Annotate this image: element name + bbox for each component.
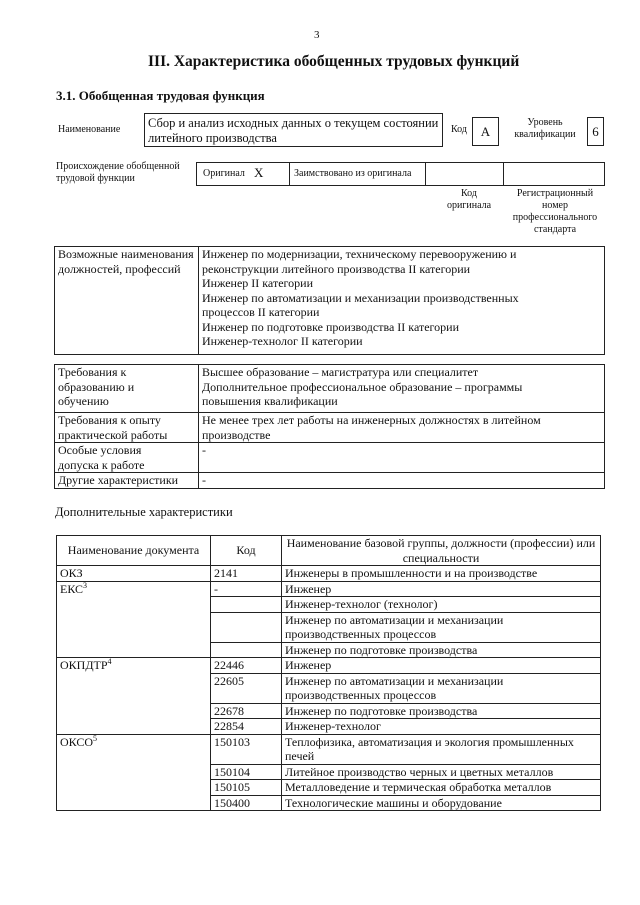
name-cell: Литейное производство черных и цветных металлов [282,764,601,780]
requirement-label [55,413,199,443]
footnote-mark: 4 [107,657,112,666]
requirement-label-line: допуска к работе [58,457,145,472]
requirement-value-line: - [202,473,206,487]
origin-divider-1 [289,163,290,185]
code-cell: - [211,581,282,597]
requirement-value [199,365,605,413]
requirement-value-line: производстве [202,427,271,442]
document-name [57,734,211,811]
name-cell: Инженер по подготовке производства [282,703,601,719]
table-row [57,581,601,597]
level-value: 6 [592,124,599,139]
positions-label: Возможные наименования должностей, профессий [55,247,199,355]
document-name-text: ОКСО [60,734,94,749]
origin-table [196,162,605,186]
page-number: 3 [314,29,320,41]
name-cell: Технологические машины и оборудование [282,795,601,811]
requirement-value [199,443,605,473]
original-mark: X [254,165,264,180]
code-original-label [440,188,498,212]
table-row [57,658,601,674]
position-line: Инженер-технолог II категории [202,334,363,348]
requirement-value-line: - [202,443,206,457]
function-name: Сбор и анализ исходных данных о текущем состоянии литейного производства [148,116,439,145]
document-name [57,658,211,735]
requirements-table [54,364,605,489]
name-cell: Инженер [282,581,601,597]
code-cell [211,642,282,658]
requirement-label-line: практической работы [58,427,168,442]
document-name [57,581,211,658]
code-value-box [472,117,499,146]
requirement-value [199,413,605,443]
requirement-value-line: повышения квалификации [202,394,338,408]
column-header: Наименование базовой группы, должности (профессии) или специальности [282,536,601,566]
code-cell: 150105 [211,780,282,796]
name-cell: Инженер-технолог (технолог) [282,597,601,613]
requirement-value-line: Дополнительное профессиональное образование – программы [202,379,523,394]
origin-label [56,161,196,185]
footnote-mark: 3 [83,580,88,590]
name-cell: Инженер по автоматизации и механизации производственных процессов [282,673,601,703]
code-cell [211,612,282,642]
requirement-label-line: Особые условия [58,443,142,457]
name-label: Наименование [58,124,121,135]
requirement-row [55,443,605,473]
requirement-value-line: Не менее трех лет работы на инженерных должностях в литейном [202,413,541,427]
requirement-label-line: обучению [58,394,109,408]
requirement-row [55,365,605,413]
document-name-text: ОКПДТР [60,658,108,672]
position-line: Инженер по модернизации, техническому перевооружению и [202,247,517,261]
requirement-label [55,443,199,473]
position-line: Инженер по автоматизации и механизации производственных [202,290,519,305]
section-title: III. Характеристика обобщенных трудовых функций [148,53,520,70]
position-line: реконструкции литейного производства II категории [202,261,471,276]
subsection-title: 3.1. Обобщенная трудовая функция [56,88,265,103]
requirement-value [199,473,605,489]
code-cell: 22605 [211,673,282,703]
requirement-label-line: образованию и [58,379,135,394]
document-name-text: ЕКС [60,581,84,596]
name-cell: Теплофизика, автоматизация и экология промышленных печей [282,734,601,764]
name-cell: Инженер-технолог [282,719,601,735]
requirement-label-line: Другие характеристики [58,473,179,487]
code-cell: 22446 [211,658,282,674]
column-header: Наименование документа [57,536,211,566]
position-line: процессов II категории [202,305,320,319]
requirement-row [55,473,605,489]
origin-divider-3 [503,163,504,185]
code-cell: 150103 [211,734,282,764]
reg-number-text: Регистрационный номер профессионального стандарта [512,188,598,235]
requirement-label [55,473,199,489]
header-row [57,536,601,566]
level-label [514,117,576,141]
positions-values [199,247,605,355]
level-label-text: Уровень квалификации [514,117,576,140]
footnote-mark: 5 [93,733,98,743]
name-cell: Инженер [282,658,601,674]
document-name [57,566,211,582]
name-cell: Инженер по автоматизации и механизации производственных процессов [282,612,601,642]
requirement-value-line: Высшее образование – магистратура или специалитет [202,365,479,379]
document-name-text: ОКЗ [60,566,83,580]
additional-table [56,535,601,811]
requirement-label-line: Требования к [58,365,127,379]
code-cell [211,597,282,613]
requirement-row [55,413,605,443]
additional-title: Дополнительные характеристики [55,505,233,519]
code-cell: 150400 [211,795,282,811]
position-line: Инженер II категории [202,276,313,290]
table-row [57,566,601,582]
name-cell: Металловедение и термическая обработка металлов [282,780,601,796]
origin-divider-2 [425,163,426,185]
requirement-label-line: Требования к опыту [58,413,161,427]
code-cell: 2141 [211,566,282,582]
level-value-box [587,117,604,146]
code-cell: 22678 [211,703,282,719]
borrowed-label: Заимствовано из оригинала [294,168,412,179]
code-label: Код [451,124,467,135]
code-cell: 150104 [211,764,282,780]
name-cell: Инженер по подготовке производства [282,642,601,658]
code-value: A [480,124,491,139]
requirement-label [55,365,199,413]
code-cell: 22854 [211,719,282,735]
code-original-text: Код оригинала [446,188,492,211]
table-row [57,734,601,764]
name-value-box [144,113,443,147]
origin-label-text: Происхождение обобщенной трудовой функции [56,161,180,184]
column-header: Код [211,536,282,566]
original-label: Оригинал [203,168,245,179]
name-cell: Инженеры в промышленности и на производстве [282,566,601,582]
positions-table [54,246,605,355]
position-line: Инженер по подготовке производства II категории [202,319,459,334]
reg-number-label [505,188,605,236]
